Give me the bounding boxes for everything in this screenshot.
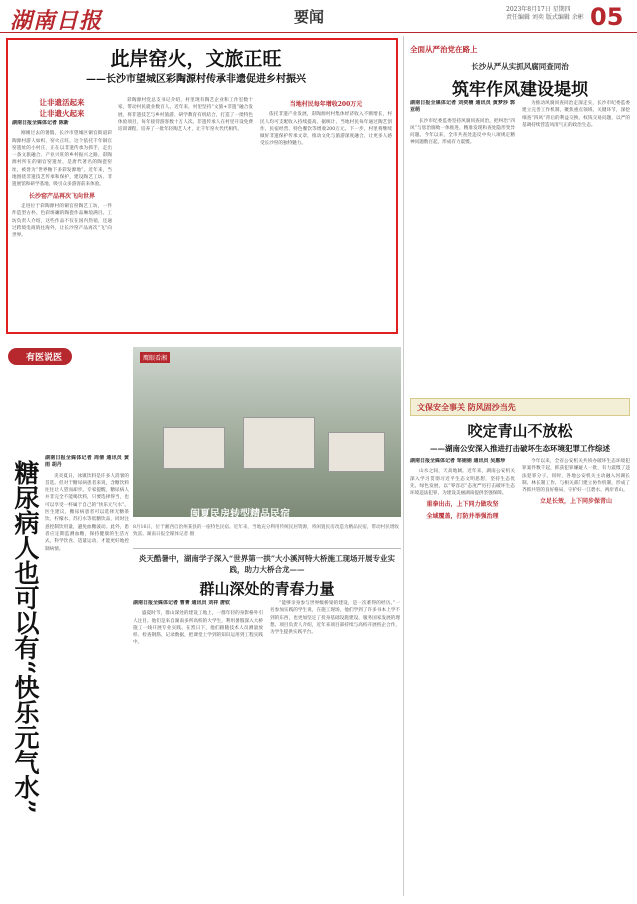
right-bottom-title[interactable]: 咬定青山不放松 [467,422,573,440]
right-top-byline: 湖南日报全媒体记者 刘奕楠 通讯员 黄梦莎 郭亚萌 [410,100,515,114]
section2-column-2 [270,600,400,896]
right-bottom-byline: 湖南日报全媒体记者 邹娟娟 通讯员 吴惠珍 [410,458,506,464]
photo-title: 闽夏民房转型精品民宿 [190,509,290,520]
pull-quote [12,97,112,119]
photo-caption: 8月16日，位于湘西自治州某县的一座特色民宿。近年来，当地充分利用传统民居资源，将闲置民房改造为精品民宿，带动村民增收致富。湖南日报全媒体记者 摄 [133,525,400,537]
health-byline: 湖南日报全媒体记者 周倩 通讯员 黄雨 胡丹 [45,455,129,469]
lead-subhead-2: 当地村民每年增收200万元 [289,101,363,108]
right-bottom-subhead-3: 立足长效，上下同步保青山 [539,498,612,506]
column-label-bar [8,345,72,365]
lead-paragraph: 刚刚过去的暑假，长沙市望城区铜官街道彩陶源村游人如织，窑火正旺。这个依托千年铜官窑遗址的小村庄，正在以非遗传承为抓手，走出一条文旅融合、产业兴旺的乡村振兴之路。彩陶源村所在的铜官窑遗址，是唐代著名的陶瓷窑址，被誉为“世界釉下多彩发源地”。近年来，当地围绕非遗技艺传承和保护，建设陶艺工坊、非遗展馆和研学基地，吸引众多游客前来体验。 [12,131,112,188]
lead-paragraph: 走进位于彩陶源村的铜官窑陶艺工坊，一件件造型古朴、色彩斑斓的陶瓷作品琳琅满目。工坊负责人介绍，这些作品不仅在国内热销，还通过跨境电商销往海外，让长沙窑产品再次“飞”向世界。 [12,203,112,239]
right-top-title[interactable]: 筑牢作风建设堤坝 [452,80,588,100]
photo-building [163,427,225,469]
right-bottom-paragraph: 山水之间，天高地阔。近年来，湖南公安机关深入学习贯彻习近平生态文明思想，坚持生态优先、绿色发展，以“零容忍”态度严厉打击破坏生态环境违法犯罪，为建设美丽湖南提供坚强保障。 [410,469,515,497]
right-bottom-subhead-1: 重拳出击，上下同力做攻坚 [426,501,499,509]
vertical-article-title[interactable]: 糖尿病人也可以有“快乐元气水” [11,460,40,814]
right-top-column-1 [410,100,515,392]
right-bottom-column-2 [522,458,630,896]
health-paragraph: 炎炎夏日，冰镇饮料是许多人消暑的首选。但对于糖尿病患者来说，含糖饮料往往让人望而却步。专家提醒，糖尿病人并非完全不能喝饮料，只要选择得当，也可以享受一杯属于自己的“快乐元气水”。医生建议，糖尿病患者可以选择无糖茶饮、柠檬水、苏打水等低糖饮品，同时注意控制饮用量，避免血糖波动。此外，患者应定期监测血糖，保持健康的生活方式，科学饮食、适量运动，才能更好地控制病情。 [45,473,129,552]
section2-kicker: 炎天酷暑中，湖南学子深入“世界第一拱”大小溪河特大桥施工现场开展专业实践，助力大桥合龙—— [138,554,396,574]
photo-building [328,432,385,472]
lead-paragraph: 彩陶源村党总支书记介绍，村里现有陶艺企业和工作室数十家，带动村民就业数百人。近年来，村里坚持“文旅+非遗”融合发展，将非遗技艺与乡村旅游、研学教育有机结合，打造了一批特色体验项目，每年接待游客数十万人次。非遗传承人在村里开设免费培训课程，培养了一批年轻陶艺人才，让千年窑火代代相传。 [118,98,253,133]
health-article-body [45,455,129,895]
right-top-column-2 [522,100,630,392]
section2-headline [133,553,401,599]
section2-column-1 [133,600,263,896]
lead-byline: 湖南日报全媒体记者 陈新 [12,120,69,126]
section2-paragraph: “能够亲身参与世界级桥梁的建设，是一次难得的经历。”一名参加实践的学生说，在施工现场，他们学到了许多书本上学不到的东西，也更加坚定了投身基础设施建设、服务国家发展的理想。项目负责人介绍，近年来项目部持续与高校开展校企合作，为学生提供实践平台。 [270,601,400,636]
lead-article-column-2 [118,97,253,330]
right-top-kicker-2: 长沙从严从实抓风腐同查同治 [471,62,569,71]
right-bottom-column-1 [410,458,515,896]
lead-article-column-1 [12,120,112,330]
section-name: 要闻 [294,8,325,26]
pull-quote-line-1: 让非遗活起来 [39,98,85,107]
column-label: 有医说医 [8,348,72,365]
page-header [0,0,637,33]
column-divider [403,36,404,896]
lead-subhead-1: 长沙窑产品再次飞向世界 [28,192,95,200]
section2-paragraph: 盛夏时节，群山深处的建设工地上，一群年轻的身影格外引人注目。他们是来自湖南多所高校的大学生，利用暑假深入大桥施工一线开展专业实践。在烈日下，他们跟随技术人员测量放样、检查钢筋、记录数据，把课堂上学到的知识运用到工程实践中。 [133,611,263,646]
right-bottom-headline [410,420,630,454]
right-top-kicker: 全面从严治党在路上 [410,45,478,54]
right-bottom-subhead-2: 全域覆盖，打防并举强治理 [426,512,499,520]
right-bottom-paragraph: 今年以来，全省公安机关共侦办破坏生态环境犯罪案件数千起，抓获犯罪嫌疑人一批，有力震慑了违法犯罪分子。同时，各地公安机关主动融入河湖长制、林长制工作，与相关部门建立协作机制，形成了齐抓共管的良好格局，守护好一江碧水、两岸青山。 [522,459,630,494]
photo-overlay-label: 鹰眼看湘 [140,352,170,363]
issue-editors: 责任编辑 刘奕 版式编辑 余彬 [506,14,584,21]
lead-article-column-3 [260,97,392,330]
pull-quote-line-2: 让非遗火起来 [39,109,85,118]
right-top-paragraph: 为推动风腐同查同治走深走实，长沙市纪委监委建立完善工作机制，聚焦重点领域、关键环节，深挖细查“四风”背后的利益交换、权钱交易问题，以严的基调持续营造风清气正的政治生态。 [522,101,630,128]
page-number: 05 [590,3,624,31]
right-top-paragraph: 长沙市纪委监委坚持风腐同查同治，把纠治“四风”与惩治腐败一体推进，精准发现和查处隐形变异问题。今年以来，全市共查处违反中央八项规定精神问题数百起，形成有力震慑。 [410,118,515,146]
issue-info [506,6,584,22]
newspaper-logo: 湖南日报 [10,8,103,34]
topic-banner: 文保安全事关 防风固沙当先 [410,398,630,416]
lead-paragraph: 依托非遗产业发展，彩陶源村村集体经济收入不断增长，村民人均可支配收入持续提高。据统计，当地村民每年通过陶艺创作、民宿经营、特色餐饮等增收200万元。下一步，村里将继续做好非遗保护传承文章，推动文化与旅游深度融合，让更多人感受长沙窑的独特魅力。 [260,112,392,147]
lead-article-subtitle: ——长沙市望城区彩陶源村传承非遗促进乡村振兴 [86,74,306,85]
photo-building [243,417,315,469]
lead-article-title[interactable]: 此岸窑火，文旅正旺 [110,48,282,70]
section-divider [133,548,401,549]
section2-byline: 湖南日报全媒体记者 曹菁 通讯员 刘祥 唐钦 [133,600,230,606]
news-photo [133,347,401,517]
right-top-headline [410,44,630,100]
right-bottom-subtitle: ——湖南公安深入推进打击破坏生态环境犯罪工作综述 [430,444,610,453]
issue-date: 2023年8月17日 星期四 [506,6,571,13]
section2-title[interactable]: 群山深处的青春力量 [199,580,335,598]
